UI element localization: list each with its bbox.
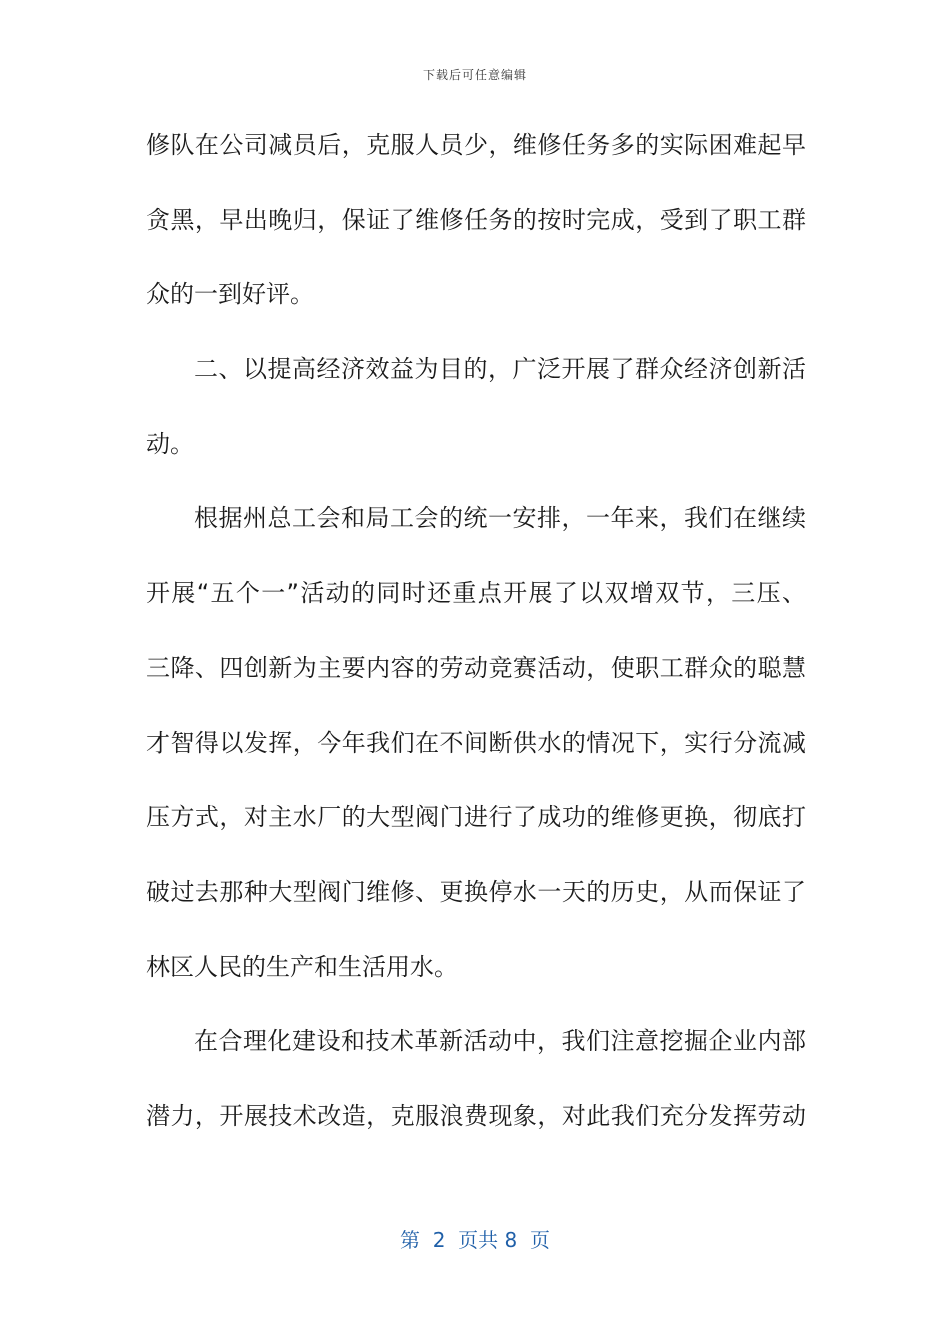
text-line: 三降、四创新为主要内容的劳动竞赛活动，使职工群众的聪慧 [146,653,806,682]
text-line: 压方式，对主水厂的大型阀门进行了成功的维修更换，彻底打 [146,803,806,832]
text-line: 开展“五个一”活动的同时还重点开展了以双增双节，三压、 [146,579,806,608]
document-body [146,108,806,1154]
section-heading-line: 二、以提高经济效益为目的，广泛开展了群众经济创新活 [194,355,806,384]
text-line: 贪黑，早出晚归，保证了维修任务的按时完成，受到了职工群 [146,205,806,234]
header-note: 下载后可任意编辑 [422,68,527,82]
text-line: 潜力，开展技术改造，克服浪费现象，对此我们充分发挥劳动 [146,1101,806,1130]
text-line: 修队在公司减员后，克服人员少，维修任务多的实际困难起早 [146,131,806,159]
text-line: 才智得以发挥，今年我们在不间断供水的情况下，实行分流减 [146,728,806,757]
text-line: 在合理化建设和技术革新活动中，我们注意挖掘企业内部 [194,1027,806,1056]
text-line: 众的一到好评。 [146,280,314,309]
text-line: 林区人民的生产和生活用水。 [146,952,458,981]
text-line: 根据州总工会和局工会的统一安排，一年来，我们在继续 [194,504,806,533]
text-line: 破过去那种大型阀门维修、更换停水一天的历史，从而保证了 [146,877,806,906]
page-number-footer: 第 2 页共 8 页 [400,1228,550,1252]
section-heading-line: 动。 [146,429,194,458]
